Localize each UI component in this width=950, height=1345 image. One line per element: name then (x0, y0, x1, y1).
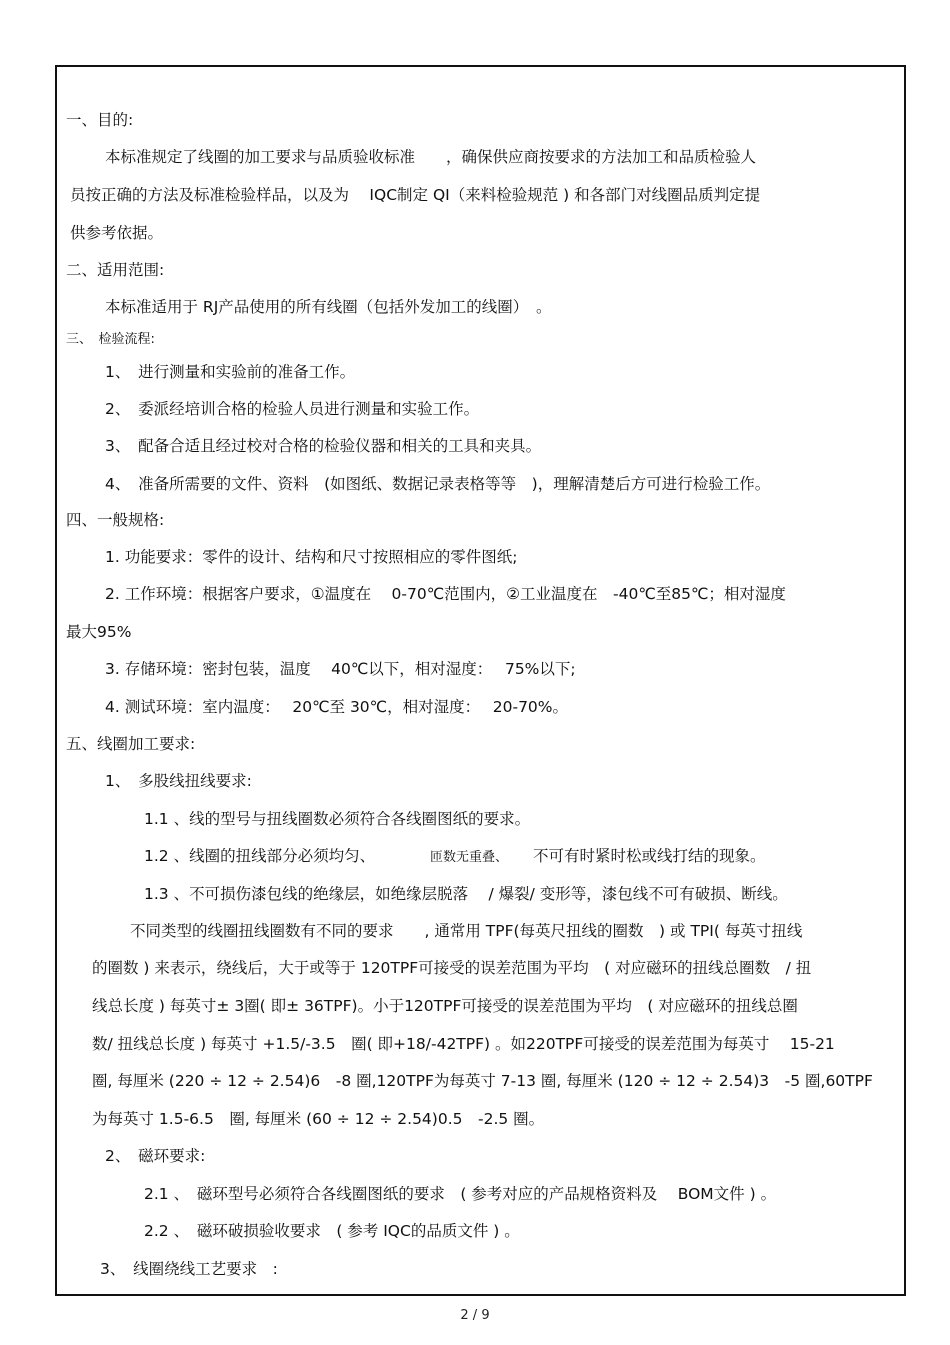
process-item-3: 3、 配备合适且经过校对合格的检验仪器和相关的工具和夹具。 (105, 437, 542, 455)
winding-heading: 3、 线圈绕线工艺要求 : (100, 1260, 278, 1278)
spec-item-1: 1. 功能要求：零件的设计、结构和尺寸按照相应的零件图纸; (105, 548, 518, 566)
tpf-paragraph-line-5: 圈, 每厘米 (220 ÷ 12 ÷ 2.54)6 -8 圈,120TPF为每英寸 7-13 圈, 每厘米 (120 ÷ 12 ÷ 2.54)3 -5 圈,60TPF (92, 1072, 873, 1090)
spec-heading: 四、一般规格: (66, 511, 165, 529)
twist-item-1-2-mid: 匝数无重叠、 (430, 850, 509, 865)
process-item-4: 4、 准备所需要的文件、资料 (如图纸、数据记录表格等等 )，理解清楚后方可进行检验工作。 (105, 475, 771, 493)
purpose-text-line-3: 供参考依据。 (70, 224, 164, 242)
twist-item-1-1: 1.1 、线的型号与扭线圈数必须符合各线圈图纸的要求。 (144, 810, 531, 828)
purpose-text-line-2: 员按正确的方法及标准检验样品，以及为 IQC制定 QI（来料检验规范 ) 和各部门对线圈品质判定提 (70, 186, 761, 204)
scope-heading: 二、适用范围: (66, 261, 165, 279)
spec-item-2-line-2: 最大95% (66, 623, 132, 641)
twist-item-1-2-end: 不可有时紧时松或线打结的现象。 (533, 847, 766, 865)
purpose-text-line-1: 本标准规定了线圈的加工要求与品质验收标准 ，确保供应商按要求的方法加工和品质检验人 (105, 148, 757, 166)
twist-item-1-3: 1.3 、不可损伤漆包线的绝缘层，如绝缘层脱落 / 爆裂/ 变形等，漆包线不可有破损、断线。 (144, 885, 788, 903)
coil-heading: 五、线圈加工要求: (66, 735, 196, 753)
process-heading: 三、 检验流程: (66, 332, 155, 347)
tpf-paragraph-line-1: 不同类型的线圈扭线圈数有不同的要求 , 通常用 TPF(每英尺扭线的圈数 ) 或 TPI( 每英寸扭线 (130, 922, 803, 940)
twist-heading: 1、 多股线扭线要求: (105, 772, 252, 790)
spec-item-4: 4. 测试环境：室内温度： 20℃至 30℃，相对湿度： 20-70%。 (105, 698, 569, 716)
tpf-paragraph-line-6: 为每英寸 1.5-6.5 圈, 每厘米 (60 ÷ 12 ÷ 2.54)0.5 -2.5 圈。 (92, 1110, 545, 1128)
tpf-paragraph-line-2: 的圈数 ) 来表示，绕线后，大于或等于 120TPF可接受的误差范围为平均 ( 对应磁环的扭线总圈数 / 扭 (92, 959, 812, 977)
purpose-heading: 一、目的: (66, 111, 134, 129)
tpf-paragraph-line-3: 线总长度 ) 每英寸± 3圈( 即± 36TPF)。小于120TPF可接受的误差范围为平均 ( 对应磁环的扭线总圈 (92, 997, 798, 1015)
tpf-paragraph-line-4: 数/ 扭线总长度 ) 每英寸 +1.5/-3.5 圈( 即+18/-42TPF) 。如220TPF可接受的误差范围为每英寸 15-21 (92, 1035, 835, 1053)
process-item-2: 2、 委派经培训合格的检验人员进行测量和实验工作。 (105, 400, 480, 418)
ring-item-2-2: 2.2 、 磁环破损验收要求 ( 参考 IQC的品质文件 ) 。 (144, 1222, 520, 1240)
process-item-1: 1、 进行测量和实验前的准备工作。 (105, 363, 356, 381)
spec-item-3: 3. 存储环境：密封包装，温度 40℃以下，相对湿度： 75%以下; (105, 660, 576, 678)
scope-text: 本标准适用于 RJ产品使用的所有线圈（包括外发加工的线圈） 。 (105, 298, 552, 316)
page-number: 2 / 9 (460, 1308, 490, 1323)
spec-item-2-line-1: 2. 工作环境：根据客户要求，①温度在 0-70℃范围内，②工业温度在 -40℃至85℃；相对湿度 (105, 585, 786, 603)
ring-item-2-1: 2.1 、 磁环型号必须符合各线圈图纸的要求 ( 参考对应的产品规格资料及 BOM文件 ) 。 (144, 1185, 777, 1203)
ring-heading: 2、 磁环要求: (105, 1147, 206, 1165)
twist-item-1-2: 1.2 、线圈的扭线部分必须均匀、 (144, 847, 376, 865)
